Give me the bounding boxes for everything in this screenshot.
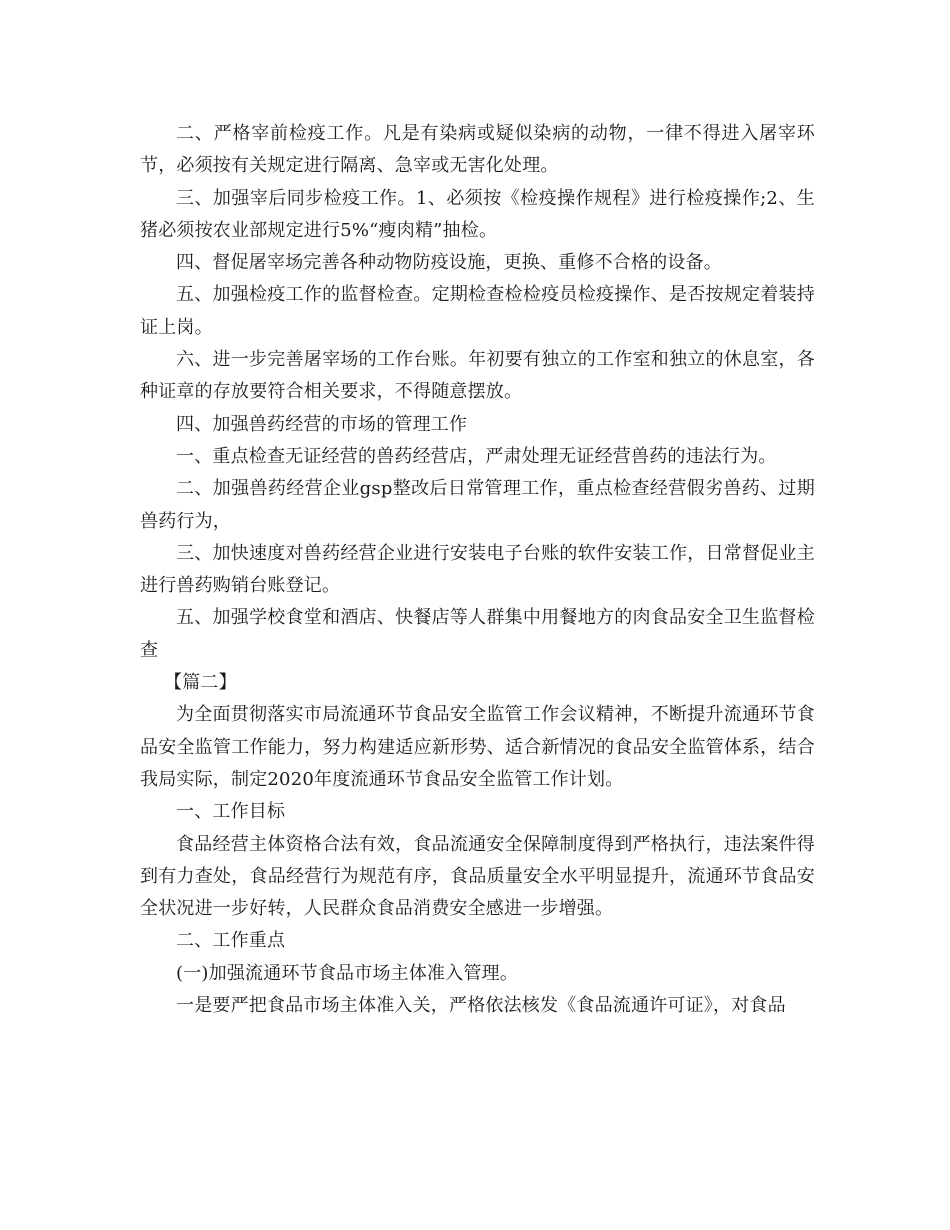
paragraph-introduction: 为全面贯彻落实市局流通环节食品安全监管工作会议精神，不断提升流通环节食品安全监管工作能力，努力构建适应新形势、适合新情况的食品安全监管体系，结合我局实际，制定2020年度流通环节食品安全监管工作计划。: [140, 704, 815, 790]
section-heading-work-focus: 二、工作重点: [176, 930, 286, 952]
paragraph-work-goals: 食品经营主体资格合法有效，食品流通安全保障制度得到严格执行，违法案件得到有力查处，食品经营行为规范有序，食品质量安全水平明显提升，流通环节食品安全状况进一步好转，人民群众食品消费安全感进一步增强。: [140, 833, 815, 920]
section-heading-veterinary-drug-market: 四、加强兽药经营的市场的管理工作: [176, 413, 468, 435]
paragraph-market-access-detail: 一是要严把食品市场主体准入关，严格依法核发《食品流通许可证》，对食品: [176, 995, 786, 1017]
subheading-market-access: (一)加强流通环节食品市场主体准入管理。: [176, 962, 519, 984]
paragraph-gsp-management: 二、加强兽药经营企业gsp整改后日常管理工作，重点检查经营假劣兽药、过期兽药行为，: [140, 478, 815, 532]
paragraph-unlicensed-drug-stores: 一、重点检查无证经营的兽药经营店，严肃处理无证经营兽药的违法行为。: [176, 445, 777, 467]
paragraph-epidemic-facilities: 四、督促屠宰场完善各种动物防疫设施，更换、重修不合格的设备。: [176, 252, 722, 274]
paragraph-work-ledger: 六、进一步完善屠宰场的工作台账。年初要有独立的工作室和独立的休息室，各种证章的存放要符合相关要求，不得随意摆放。: [140, 349, 815, 403]
paragraph-pre-slaughter-inspection: 二、严格宰前检疫工作。凡是有染病或疑似染病的动物，一律不得进入屠宰环节，必须按有关规定进行隔离、急宰或无害化处理。: [140, 123, 815, 177]
document-body: [140, 118, 815, 1022]
paragraph-canteen-meat-safety: 五、加强学校食堂和酒店、快餐店等人群集中用餐地方的肉食品安全卫生监督检查: [140, 607, 815, 661]
paragraph-electronic-ledger: 三、加快速度对兽药经营企业进行安装电子台账的软件安装工作，日常督促业主进行兽药购销台账登记。: [140, 542, 815, 597]
paragraph-post-slaughter-inspection: 三、加强宰后同步检疫工作。1、必须按《检疫操作规程》进行检疫操作;2、生猪必须按农业部规定进行5%“瘦肉精”抽检。: [140, 187, 815, 241]
section-heading-work-goals: 一、工作目标: [176, 801, 286, 823]
paragraph-inspection-supervision: 五、加强检疫工作的监督检查。定期检查检检疫员检疫操作、是否按规定着装持证上岗。: [140, 284, 815, 338]
section-title-part-two: 【篇二】: [164, 672, 237, 694]
